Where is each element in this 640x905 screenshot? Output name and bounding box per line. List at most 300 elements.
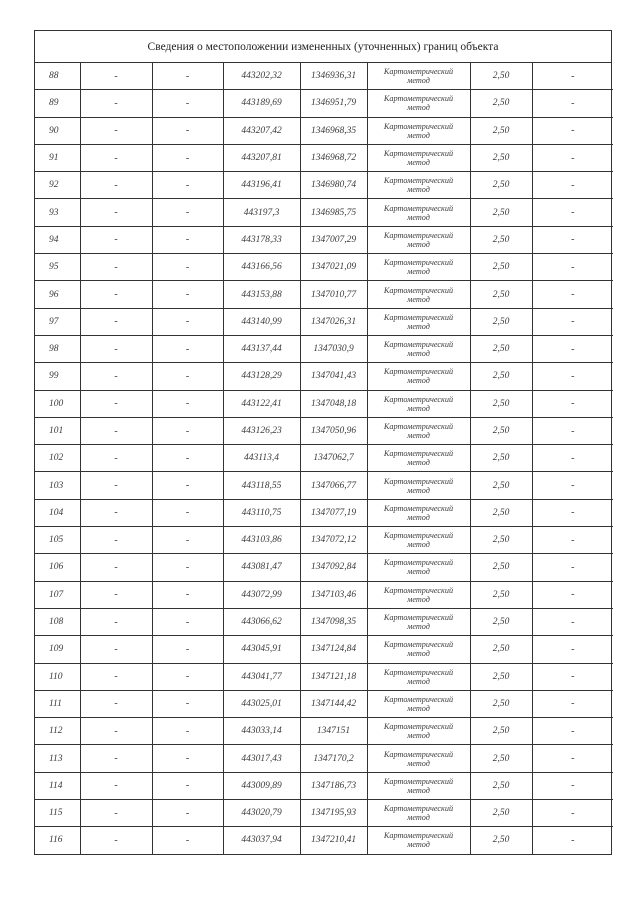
method-line-2: метод — [407, 267, 430, 277]
old-x-cell: - — [80, 117, 152, 144]
old-x-cell: - — [80, 800, 152, 827]
method-line-2: метод — [407, 813, 430, 823]
old-x-cell: - — [80, 281, 152, 308]
new-x-cell: 443009,89 — [223, 772, 300, 799]
method-cell — [367, 144, 470, 171]
method-line-2: метод — [407, 239, 430, 249]
description-cell: - — [532, 226, 613, 253]
accuracy-cell: 2,50 — [470, 281, 532, 308]
coordinates-table — [35, 63, 613, 854]
new-y-cell: 1347195,93 — [300, 800, 367, 827]
new-y-cell: 1347210,41 — [300, 827, 367, 854]
accuracy-cell: 2,50 — [470, 172, 532, 199]
method-line-1: Картометрический — [383, 230, 454, 240]
accuracy-cell: 2,50 — [470, 144, 532, 171]
old-x-cell: - — [80, 472, 152, 499]
old-x-cell: - — [80, 254, 152, 281]
old-y-cell: - — [152, 226, 223, 253]
new-y-cell: 1346980,74 — [300, 172, 367, 199]
description-cell: - — [532, 772, 613, 799]
method-line-1: Картометрический — [383, 804, 454, 814]
point-number-cell: 92 — [35, 172, 80, 199]
table-row — [35, 254, 613, 281]
new-y-cell: 1347151 — [300, 718, 367, 745]
new-y-cell: 1347186,73 — [300, 772, 367, 799]
new-x-cell: 443178,33 — [223, 226, 300, 253]
old-y-cell: - — [152, 63, 223, 90]
method-line-2: метод — [407, 103, 430, 113]
old-x-cell: - — [80, 308, 152, 335]
method-line-1: Картометрический — [383, 749, 454, 759]
table-row — [35, 144, 613, 171]
new-x-cell: 443118,55 — [223, 472, 300, 499]
method-cell — [367, 63, 470, 90]
method-line-1: Картометрический — [383, 176, 454, 186]
accuracy-cell: 2,50 — [470, 472, 532, 499]
new-y-cell: 1346936,31 — [300, 63, 367, 90]
table-row — [35, 199, 613, 226]
old-x-cell: - — [80, 63, 152, 90]
table-row — [35, 226, 613, 253]
new-y-cell: 1347021,09 — [300, 254, 367, 281]
new-y-cell: 1347050,96 — [300, 417, 367, 444]
method-line-1: Картометрический — [383, 667, 454, 677]
old-x-cell: - — [80, 663, 152, 690]
method-cell — [367, 281, 470, 308]
old-x-cell: - — [80, 636, 152, 663]
point-number-cell: 113 — [35, 745, 80, 772]
method-cell — [367, 718, 470, 745]
method-line-1: Картометрический — [383, 285, 454, 295]
new-y-cell: 1347092,84 — [300, 554, 367, 581]
new-x-cell: 443103,86 — [223, 527, 300, 554]
point-number-cell: 108 — [35, 608, 80, 635]
table-row — [35, 117, 613, 144]
old-y-cell: - — [152, 800, 223, 827]
method-cell — [367, 745, 470, 772]
new-x-cell: 443166,56 — [223, 254, 300, 281]
description-cell: - — [532, 172, 613, 199]
table-row — [35, 718, 613, 745]
method-line-2: метод — [407, 76, 430, 86]
point-number-cell: 91 — [35, 144, 80, 171]
accuracy-cell: 2,50 — [470, 390, 532, 417]
method-cell — [367, 527, 470, 554]
accuracy-cell: 2,50 — [470, 718, 532, 745]
new-y-cell: 1347072,12 — [300, 527, 367, 554]
table-row — [35, 363, 613, 390]
point-number-cell: 94 — [35, 226, 80, 253]
method-line-2: метод — [407, 649, 430, 659]
old-x-cell: - — [80, 499, 152, 526]
method-line-2: метод — [407, 403, 430, 413]
method-line-2: метод — [407, 703, 430, 713]
point-number-cell: 116 — [35, 827, 80, 854]
new-x-cell: 443066,62 — [223, 608, 300, 635]
old-x-cell: - — [80, 390, 152, 417]
old-y-cell: - — [152, 472, 223, 499]
old-x-cell: - — [80, 199, 152, 226]
old-x-cell: - — [80, 745, 152, 772]
new-x-cell: 443081,47 — [223, 554, 300, 581]
point-number-cell: 114 — [35, 772, 80, 799]
method-cell — [367, 199, 470, 226]
accuracy-cell: 2,50 — [470, 608, 532, 635]
point-number-cell: 106 — [35, 554, 80, 581]
method-line-2: метод — [407, 785, 430, 795]
table-row — [35, 745, 613, 772]
method-line-1: Картометрический — [383, 312, 454, 322]
accuracy-cell: 2,50 — [470, 445, 532, 472]
method-line-1: Картометрический — [383, 476, 454, 486]
point-number-cell: 100 — [35, 390, 80, 417]
old-y-cell: - — [152, 636, 223, 663]
description-cell: - — [532, 90, 613, 117]
old-x-cell: - — [80, 527, 152, 554]
table-row — [35, 335, 613, 362]
method-cell — [367, 363, 470, 390]
method-line-2: метод — [407, 321, 430, 331]
method-line-2: метод — [407, 212, 430, 222]
point-number-cell: 99 — [35, 363, 80, 390]
description-cell: - — [532, 663, 613, 690]
description-cell: - — [532, 417, 613, 444]
table-row — [35, 690, 613, 717]
method-line-1: Картометрический — [383, 776, 454, 786]
method-cell — [367, 636, 470, 663]
method-line-1: Картометрический — [383, 640, 454, 650]
new-x-cell: 443153,88 — [223, 281, 300, 308]
table-row — [35, 472, 613, 499]
accuracy-cell: 2,50 — [470, 117, 532, 144]
accuracy-cell: 2,50 — [470, 827, 532, 854]
old-y-cell: - — [152, 281, 223, 308]
new-x-cell: 443110,75 — [223, 499, 300, 526]
method-cell — [367, 445, 470, 472]
point-number-cell: 89 — [35, 90, 80, 117]
table-row — [35, 63, 613, 90]
new-y-cell: 1347062,7 — [300, 445, 367, 472]
table-row — [35, 772, 613, 799]
new-x-cell: 443072,99 — [223, 581, 300, 608]
old-x-cell: - — [80, 417, 152, 444]
old-y-cell: - — [152, 199, 223, 226]
old-x-cell: - — [80, 608, 152, 635]
old-y-cell: - — [152, 608, 223, 635]
description-cell: - — [532, 199, 613, 226]
description-cell: - — [532, 827, 613, 854]
old-y-cell: - — [152, 663, 223, 690]
point-number-cell: 101 — [35, 417, 80, 444]
method-cell — [367, 772, 470, 799]
description-cell: - — [532, 281, 613, 308]
accuracy-cell: 2,50 — [470, 772, 532, 799]
point-number-cell: 105 — [35, 527, 80, 554]
method-cell — [367, 254, 470, 281]
method-line-1: Картометрический — [383, 531, 454, 541]
method-cell — [367, 390, 470, 417]
table-row — [35, 445, 613, 472]
accuracy-cell: 2,50 — [470, 308, 532, 335]
description-cell: - — [532, 335, 613, 362]
method-cell — [367, 335, 470, 362]
method-cell — [367, 827, 470, 854]
method-line-1: Картометрический — [383, 121, 454, 131]
method-line-1: Картометрический — [383, 449, 454, 459]
new-x-cell: 443196,41 — [223, 172, 300, 199]
table-row — [35, 554, 613, 581]
new-x-cell: 443025,01 — [223, 690, 300, 717]
point-number-cell: 115 — [35, 800, 80, 827]
method-line-2: метод — [407, 185, 430, 195]
point-number-cell: 110 — [35, 663, 80, 690]
description-cell: - — [532, 472, 613, 499]
description-cell: - — [532, 608, 613, 635]
description-cell: - — [532, 636, 613, 663]
old-x-cell: - — [80, 335, 152, 362]
accuracy-cell: 2,50 — [470, 199, 532, 226]
new-y-cell: 1347048,18 — [300, 390, 367, 417]
new-x-cell: 443207,81 — [223, 144, 300, 171]
old-x-cell: - — [80, 172, 152, 199]
new-y-cell: 1347041,43 — [300, 363, 367, 390]
new-x-cell: 443033,14 — [223, 718, 300, 745]
old-x-cell: - — [80, 827, 152, 854]
description-cell: - — [532, 117, 613, 144]
boundary-coordinates-sheet — [34, 30, 612, 855]
old-y-cell: - — [152, 554, 223, 581]
description-cell: - — [532, 499, 613, 526]
new-y-cell: 1347010,77 — [300, 281, 367, 308]
old-x-cell: - — [80, 363, 152, 390]
method-line-2: метод — [407, 758, 430, 768]
old-x-cell: - — [80, 226, 152, 253]
method-line-2: метод — [407, 512, 430, 522]
table-row — [35, 172, 613, 199]
new-y-cell: 1347144,42 — [300, 690, 367, 717]
old-y-cell: - — [152, 745, 223, 772]
point-number-cell: 107 — [35, 581, 80, 608]
method-line-2: метод — [407, 294, 430, 304]
new-y-cell: 1347103,46 — [300, 581, 367, 608]
accuracy-cell: 2,50 — [470, 636, 532, 663]
old-y-cell: - — [152, 390, 223, 417]
description-cell: - — [532, 718, 613, 745]
new-y-cell: 1347098,35 — [300, 608, 367, 635]
method-cell — [367, 308, 470, 335]
new-x-cell: 443128,29 — [223, 363, 300, 390]
method-cell — [367, 172, 470, 199]
table-row — [35, 608, 613, 635]
new-x-cell: 443041,77 — [223, 663, 300, 690]
new-y-cell: 1347121,18 — [300, 663, 367, 690]
new-x-cell: 443140,99 — [223, 308, 300, 335]
new-y-cell: 1347066,77 — [300, 472, 367, 499]
old-y-cell: - — [152, 499, 223, 526]
table-row — [35, 663, 613, 690]
point-number-cell: 112 — [35, 718, 80, 745]
point-number-cell: 88 — [35, 63, 80, 90]
new-x-cell: 443189,69 — [223, 90, 300, 117]
point-number-cell: 97 — [35, 308, 80, 335]
new-x-cell: 443122,41 — [223, 390, 300, 417]
description-cell: - — [532, 745, 613, 772]
method-line-1: Картометрический — [383, 613, 454, 623]
description-cell: - — [532, 254, 613, 281]
method-cell — [367, 472, 470, 499]
accuracy-cell: 2,50 — [470, 581, 532, 608]
accuracy-cell: 2,50 — [470, 690, 532, 717]
method-cell — [367, 90, 470, 117]
accuracy-cell: 2,50 — [470, 800, 532, 827]
new-x-cell: 443037,94 — [223, 827, 300, 854]
method-cell — [367, 800, 470, 827]
point-number-cell: 96 — [35, 281, 80, 308]
old-x-cell: - — [80, 90, 152, 117]
point-number-cell: 109 — [35, 636, 80, 663]
new-y-cell: 1347030,9 — [300, 335, 367, 362]
method-line-1: Картометрический — [383, 722, 454, 732]
old-x-cell: - — [80, 144, 152, 171]
point-number-cell: 102 — [35, 445, 80, 472]
description-cell: - — [532, 308, 613, 335]
accuracy-cell: 2,50 — [470, 499, 532, 526]
table-row — [35, 527, 613, 554]
method-line-1: Картометрический — [383, 203, 454, 213]
method-line-1: Картометрический — [383, 694, 454, 704]
method-line-1: Картометрический — [383, 149, 454, 159]
old-y-cell: - — [152, 363, 223, 390]
method-cell — [367, 554, 470, 581]
accuracy-cell: 2,50 — [470, 226, 532, 253]
new-x-cell: 443197,3 — [223, 199, 300, 226]
old-y-cell: - — [152, 117, 223, 144]
description-cell: - — [532, 581, 613, 608]
new-y-cell: 1346951,79 — [300, 90, 367, 117]
new-y-cell: 1347007,29 — [300, 226, 367, 253]
table-row — [35, 800, 613, 827]
point-number-cell: 104 — [35, 499, 80, 526]
accuracy-cell: 2,50 — [470, 417, 532, 444]
new-y-cell: 1346985,75 — [300, 199, 367, 226]
method-cell — [367, 663, 470, 690]
method-cell — [367, 499, 470, 526]
method-line-2: метод — [407, 731, 430, 741]
method-line-2: метод — [407, 349, 430, 359]
new-y-cell: 1347170,2 — [300, 745, 367, 772]
method-line-2: метод — [407, 540, 430, 550]
old-y-cell: - — [152, 445, 223, 472]
accuracy-cell: 2,50 — [470, 554, 532, 581]
new-x-cell: 443113,4 — [223, 445, 300, 472]
new-y-cell: 1347077,19 — [300, 499, 367, 526]
new-x-cell: 443202,32 — [223, 63, 300, 90]
method-cell — [367, 581, 470, 608]
description-cell: - — [532, 63, 613, 90]
new-x-cell: 443045,91 — [223, 636, 300, 663]
old-y-cell: - — [152, 527, 223, 554]
old-x-cell: - — [80, 581, 152, 608]
table-title: Сведения о местоположении измененных (уточненных) границ объекта — [35, 31, 611, 63]
method-line-1: Картометрический — [383, 394, 454, 404]
point-number-cell: 111 — [35, 690, 80, 717]
table-row — [35, 308, 613, 335]
method-line-2: метод — [407, 567, 430, 577]
method-line-2: метод — [407, 431, 430, 440]
method-line-2: метод — [407, 130, 430, 140]
point-number-cell: 93 — [35, 199, 80, 226]
method-line-1: Картометрический — [383, 367, 454, 377]
accuracy-cell: 2,50 — [470, 745, 532, 772]
point-number-cell: 95 — [35, 254, 80, 281]
accuracy-cell: 2,50 — [470, 335, 532, 362]
old-x-cell: - — [80, 554, 152, 581]
method-cell — [367, 690, 470, 717]
new-x-cell: 443020,79 — [223, 800, 300, 827]
method-line-1: Картометрический — [383, 831, 454, 841]
accuracy-cell: 2,50 — [470, 663, 532, 690]
new-y-cell: 1346968,35 — [300, 117, 367, 144]
method-line-1: Картометрический — [383, 585, 454, 595]
table-row — [35, 581, 613, 608]
old-x-cell: - — [80, 690, 152, 717]
description-cell: - — [532, 800, 613, 827]
old-x-cell: - — [80, 718, 152, 745]
method-cell — [367, 417, 470, 444]
method-line-1: Картометрический — [383, 503, 454, 513]
table-row — [35, 636, 613, 663]
old-y-cell: - — [152, 827, 223, 854]
method-line-1: Картометрический — [383, 340, 454, 350]
method-line-1: Картометрический — [383, 258, 454, 268]
method-cell — [367, 608, 470, 635]
old-x-cell: - — [80, 445, 152, 472]
table-row — [35, 417, 613, 444]
table-row — [35, 827, 613, 854]
method-line-2: метод — [407, 458, 430, 468]
point-number-cell: 90 — [35, 117, 80, 144]
point-number-cell: 98 — [35, 335, 80, 362]
accuracy-cell: 2,50 — [470, 527, 532, 554]
old-y-cell: - — [152, 335, 223, 362]
new-x-cell: 443137,44 — [223, 335, 300, 362]
description-cell: - — [532, 690, 613, 717]
table-body — [35, 63, 613, 854]
method-cell — [367, 117, 470, 144]
method-line-2: метод — [407, 485, 430, 495]
method-cell — [367, 226, 470, 253]
table-row — [35, 499, 613, 526]
method-line-2: метод — [407, 158, 430, 168]
new-y-cell: 1347026,31 — [300, 308, 367, 335]
old-y-cell: - — [152, 718, 223, 745]
method-line-2: метод — [407, 840, 430, 850]
old-y-cell: - — [152, 308, 223, 335]
old-y-cell: - — [152, 772, 223, 799]
accuracy-cell: 2,50 — [470, 90, 532, 117]
method-line-1: Картометрический — [383, 67, 454, 77]
table-row — [35, 281, 613, 308]
accuracy-cell: 2,50 — [470, 63, 532, 90]
method-line-2: метод — [407, 676, 430, 686]
description-cell: - — [532, 390, 613, 417]
new-x-cell: 443207,42 — [223, 117, 300, 144]
method-line-2: метод — [407, 622, 430, 632]
old-y-cell: - — [152, 172, 223, 199]
old-y-cell: - — [152, 90, 223, 117]
new-x-cell: 443126,23 — [223, 417, 300, 444]
new-x-cell: 443017,43 — [223, 745, 300, 772]
